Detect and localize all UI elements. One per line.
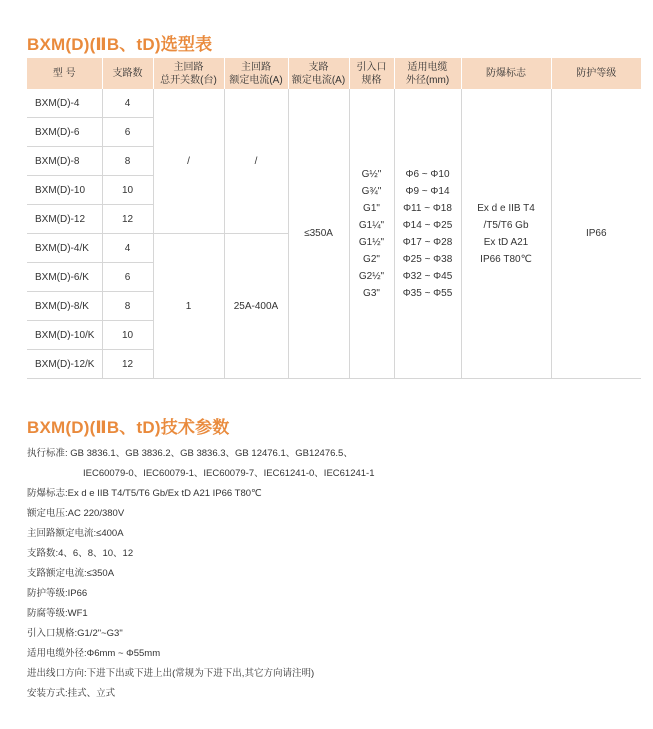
model-cell: BXM(D)-8/K xyxy=(27,292,102,321)
branches-cell: 12 xyxy=(102,350,153,379)
ex-marking-line: IP66 T80℃ xyxy=(480,253,532,265)
param-branch-current: 支路额定电流:≤350A xyxy=(27,568,115,579)
entry-spec-item: G2" xyxy=(363,253,380,265)
main-current-group2: 25A-400A xyxy=(224,234,288,379)
header-main-current: 主回路 额定电流(A) xyxy=(224,58,288,89)
cable-diameter-item: Φ9 ~ Φ14 xyxy=(405,185,450,197)
cable-diameter-item: Φ6 ~ Φ10 xyxy=(405,168,450,180)
switch-count-group2: 1 xyxy=(153,234,224,379)
param-main-current: 主回路额定电流:≤400A xyxy=(27,528,124,539)
param-anticorrosion: 防腐等级:WF1 xyxy=(27,608,88,619)
entry-spec-cell xyxy=(349,89,394,379)
ex-marking-line: Ex tD A21 xyxy=(483,236,529,248)
model-cell: BXM(D)-4/K xyxy=(27,234,102,263)
cable-diameter-item: Φ14 ~ Φ25 xyxy=(402,219,453,231)
param-wire-direction: 进出线口方向:下进下出或下进上出(常规为下进下出,其它方向请注明) xyxy=(27,668,315,679)
header-branch-current: 支路 额定电流(A) xyxy=(288,58,349,89)
header-entry-spec: 引入口 规格 xyxy=(349,58,394,89)
model-cell: BXM(D)-4 xyxy=(27,89,102,118)
cable-diameter-item: Φ35 ~ Φ55 xyxy=(402,287,453,299)
selection-table xyxy=(27,58,641,379)
param-entry-spec: 引入口规格:G1/2"~G3" xyxy=(27,628,123,639)
header-switch-count: 主回路 总开关数(台) xyxy=(153,58,224,89)
param-installation: 安装方式:挂式、立式 xyxy=(27,688,116,699)
cable-diameter-item: Φ17 ~ Φ28 xyxy=(402,236,453,248)
branches-cell: 12 xyxy=(102,205,153,234)
branches-cell: 8 xyxy=(102,147,153,176)
branches-cell: 4 xyxy=(102,234,153,263)
param-cable-diameter: 适用电缆外径:Φ6mm ~ Φ55mm xyxy=(27,648,161,659)
entry-spec-item: G3" xyxy=(363,287,380,299)
header-ex-marking: 防爆标志 xyxy=(461,58,551,89)
param-protection: 防护等级:IP66 xyxy=(27,588,88,599)
ex-marking-line: /T5/T6 Gb xyxy=(483,219,529,231)
param-standard-continued: IEC60079-0、IEC60079-1、IEC60079-7、IEC61241-0、IEC61241-1 xyxy=(83,468,375,479)
branches-cell: 6 xyxy=(102,263,153,292)
branches-cell: 6 xyxy=(102,118,153,147)
model-cell: BXM(D)-8 xyxy=(27,147,102,176)
cable-diameter-item: Φ32 ~ Φ45 xyxy=(402,270,453,282)
entry-spec-item: G½" xyxy=(361,168,382,180)
model-cell: BXM(D)-10 xyxy=(27,176,102,205)
param-standard-line1: GB 3836.1、GB 3836.2、GB 3836.3、GB 12476.1、GB12476.5、 xyxy=(70,448,353,459)
param-branch-count: 支路数:4、6、8、10、12 xyxy=(27,548,134,559)
entry-spec-item: G¾" xyxy=(361,185,382,197)
protection-cell: IP66 xyxy=(551,89,641,379)
param-standard xyxy=(27,444,375,464)
entry-spec-item: G1" xyxy=(363,202,380,214)
branches-cell: 4 xyxy=(102,89,153,118)
cable-diameter-item: Φ25 ~ Φ38 xyxy=(402,253,453,265)
selection-table-title: BXM(D)(ⅡB、tD)选型表 xyxy=(27,35,213,54)
entry-spec-item: G1½" xyxy=(358,236,385,248)
param-ex-marking: 防爆标志:Ex d e IIB T4/T5/T6 Gb/Ex tD A21 IP66 T80℃ xyxy=(27,488,262,499)
tech-params-list xyxy=(27,444,375,704)
header-model: 型 号 xyxy=(27,58,102,89)
model-cell: BXM(D)-6 xyxy=(27,118,102,147)
main-current-group1: / xyxy=(224,89,288,234)
cable-diameter-cell xyxy=(394,89,461,379)
cable-diameter-item: Φ11 ~ Φ18 xyxy=(403,202,452,214)
param-rated-voltage: 额定电压:AC 220/380V xyxy=(27,508,125,519)
model-cell: BXM(D)-6/K xyxy=(27,263,102,292)
header-protection: 防护等级 xyxy=(551,58,641,89)
header-branches: 支路数 xyxy=(102,58,153,89)
entry-spec-item: G1¼" xyxy=(358,219,385,231)
model-cell: BXM(D)-12/K xyxy=(27,350,102,379)
model-cell: BXM(D)-12 xyxy=(27,205,102,234)
branch-current-cell: ≤350A xyxy=(288,89,349,379)
ex-marking-line: Ex d e IIB T4 xyxy=(477,202,535,214)
header-row xyxy=(27,58,641,89)
model-cell: BXM(D)-10/K xyxy=(27,321,102,350)
ex-marking-cell xyxy=(461,89,551,379)
switch-count-group1: / xyxy=(153,89,224,234)
header-cable-diameter: 适用电缆 外径(mm) xyxy=(394,58,461,89)
table-row xyxy=(27,89,641,118)
entry-spec-item: G2½" xyxy=(358,270,385,282)
tech-params-title: BXM(D)(ⅡB、tD)技术参数 xyxy=(27,418,230,437)
branches-cell: 8 xyxy=(102,292,153,321)
branches-cell: 10 xyxy=(102,321,153,350)
branches-cell: 10 xyxy=(102,176,153,205)
param-standard-label: 执行标准: xyxy=(27,448,68,459)
